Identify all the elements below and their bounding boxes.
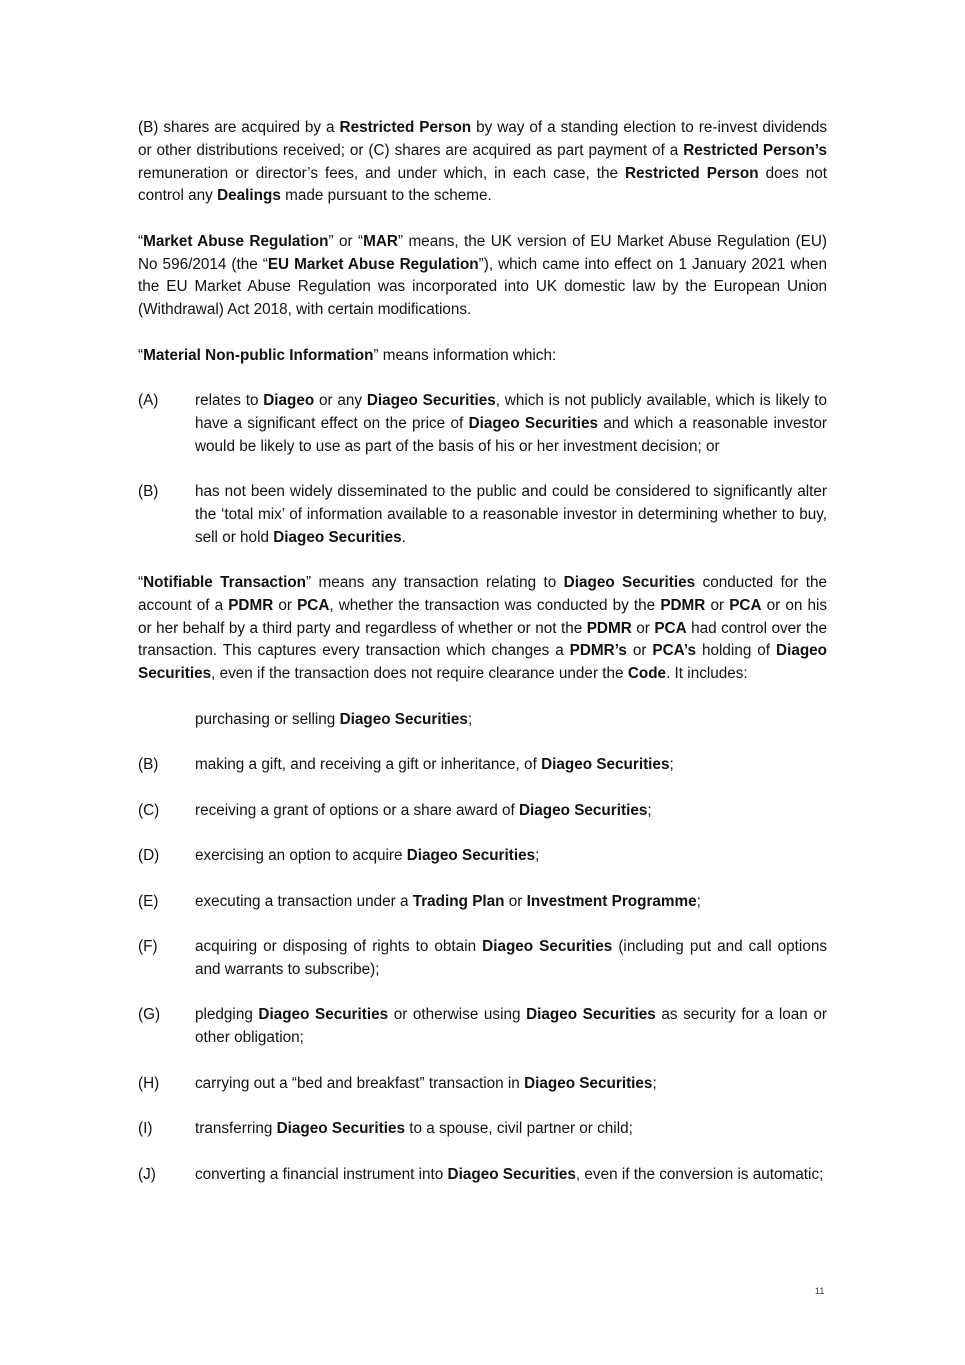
defined-term: Diageo Securities: [524, 1074, 653, 1092]
text-run: ;: [647, 801, 652, 819]
text-run: making a gift, and receiving a gift or inheritance, of: [195, 756, 542, 773]
text-run: (including put and call options and warrants to subscribe);: [195, 938, 827, 978]
list-item-text: [195, 1164, 827, 1187]
text-run: or: [273, 596, 298, 614]
list-item-label: (C): [138, 801, 160, 819]
text-run: remuneration or director’s fees, and under which, in each case, the: [138, 164, 625, 182]
list-item-text: [195, 390, 827, 458]
defined-term: Code: [627, 665, 667, 682]
page-number: 11: [815, 1286, 825, 1296]
paragraph: [138, 231, 827, 322]
paragraph: [138, 572, 827, 686]
list-item-label: (E): [138, 892, 159, 910]
text-run: ;: [652, 1074, 657, 1092]
text-run: had control over the transaction. This captures every transaction which changes a: [138, 619, 827, 660]
text-run: acquiring or disposing of rights to obtain: [195, 938, 483, 955]
document-body: [138, 117, 827, 1209]
defined-term: PCA: [654, 619, 687, 637]
text-run: converting a financial instrument into: [195, 1165, 448, 1183]
list-item: [138, 390, 827, 458]
text-run: transferring: [195, 1120, 277, 1137]
defined-term: Diageo Securities: [273, 528, 402, 546]
defined-term: PDMR: [228, 596, 274, 614]
text-run: carrying out a “bed and breakfast” transaction in: [195, 1074, 525, 1092]
list-item-label: (A): [138, 392, 159, 409]
text-run: , even if the transaction does not require clearance under the: [211, 665, 628, 682]
defined-term: Diageo Securities: [339, 710, 468, 728]
list-item-label: (B): [138, 756, 159, 773]
list-item-text: [195, 754, 827, 777]
list-item-text: [195, 1004, 827, 1050]
list-item-label: (F): [138, 938, 158, 955]
text-run: or: [626, 642, 653, 660]
text-run: conducted for the account of a: [138, 574, 827, 614]
defined-term: PCA’s: [652, 642, 697, 660]
defined-term: EU Market Abuse Regulation: [267, 255, 479, 273]
text-run: ” means, the UK version of EU Market Abuse Regulation (EU) No 596/2014 (the “: [138, 232, 828, 273]
text-run: as security for a loan or other obligation;: [195, 1006, 827, 1046]
text-run: relates to: [195, 392, 264, 409]
list-item-label: (D): [138, 847, 160, 864]
text-run: ” or “: [328, 232, 364, 250]
defined-term: Diageo Securities: [447, 1165, 576, 1183]
list-item-text: [195, 936, 827, 982]
list-item-label: [138, 709, 195, 732]
list-item-label: (B): [138, 483, 159, 500]
text-run: “: [138, 346, 144, 364]
text-run: ”), which came into effect on 1 January 2021 when the EU Market Abuse Regulation was incorporated into UK domestic law by the European Union (Withdrawal) Act 2018, with certain modifications.: [138, 255, 827, 318]
defined-term: Diageo Securities: [468, 414, 599, 432]
text-run: executing a transaction under a: [195, 892, 413, 910]
defined-term: PDMR’s: [569, 642, 627, 660]
defined-term: Restricted Person: [624, 164, 759, 182]
list-item-text: [195, 845, 827, 868]
text-run: does not control any: [138, 164, 828, 205]
text-run: .: [401, 528, 406, 546]
list-item-text: [195, 1073, 827, 1096]
defined-term: Diageo Securities: [138, 642, 828, 682]
text-run: holding of: [696, 642, 777, 660]
defined-term: MAR: [363, 232, 398, 250]
list-item-text: [195, 481, 827, 549]
text-run: , whether the transaction was conducted by the: [329, 596, 661, 614]
text-run: ” means information which:: [373, 346, 557, 364]
text-run: pledging: [195, 1006, 259, 1024]
text-run: or on his or her behalf by a third party and regardless of whether or not the: [138, 596, 828, 637]
list-item-label: (H): [138, 1074, 160, 1092]
text-run: purchasing or selling: [195, 710, 340, 728]
list-item-text: [195, 800, 827, 823]
defined-term: Diageo Securities: [276, 1120, 405, 1137]
list-item: [138, 936, 827, 982]
list-item: [138, 709, 827, 732]
defined-term: Diageo Securities: [541, 756, 670, 773]
defined-term: Diageo Securities: [482, 938, 613, 955]
text-run: “: [138, 232, 144, 250]
defined-term: Diageo Securities: [406, 847, 536, 864]
defined-term: Notifiable Transaction: [143, 574, 307, 591]
text-run: , which is not publicly available, which is likely to have a significant effect on the price of: [195, 392, 827, 432]
defined-term: Trading Plan: [412, 892, 505, 910]
text-run: exercising an option to acquire: [195, 847, 407, 864]
list-item: [138, 1004, 827, 1050]
text-run: ” means any transaction relating to: [306, 574, 564, 591]
list-item: [138, 1073, 827, 1096]
text-run: ;: [669, 756, 674, 773]
text-run: has not been widely disseminated to the public and could be considered to significantly alter the ‘total mix’ of information available to a reasonable investor in determining whether to buy, sell or hold: [195, 483, 827, 546]
defined-term: PCA: [297, 596, 330, 614]
list-item: [138, 481, 827, 549]
defined-term: Investment Programme: [526, 892, 697, 910]
defined-term: Dealings: [217, 187, 281, 205]
defined-term: PDMR: [586, 619, 632, 637]
paragraph: [138, 345, 827, 368]
list-item: [138, 1118, 827, 1141]
list-item: [138, 1164, 827, 1187]
text-run: or: [705, 596, 730, 614]
text-run: made pursuant to the scheme.: [280, 187, 492, 205]
list-item: [138, 845, 827, 868]
text-run: . It includes:: [666, 665, 748, 682]
text-run: to a spouse, civil partner or child;: [405, 1120, 633, 1137]
defined-term: Diageo: [263, 392, 315, 409]
text-run: ;: [467, 710, 473, 728]
paragraph: [138, 117, 827, 208]
list-item-text: [195, 891, 827, 914]
text-run: or: [631, 619, 655, 637]
text-run: ;: [535, 847, 540, 864]
list-item-label: (G): [138, 1006, 161, 1024]
defined-term: Diageo Securities: [518, 801, 648, 819]
text-run: receiving a grant of options or a share award of: [195, 801, 519, 819]
list-item-label: (J): [138, 1165, 156, 1183]
list-item: [138, 754, 827, 777]
defined-term: Restricted Person: [339, 119, 472, 136]
text-run: , even if the conversion is automatic;: [575, 1165, 824, 1183]
defined-term: Diageo Securities: [258, 1006, 389, 1024]
text-run: (B) shares are acquired by a: [138, 119, 340, 136]
defined-term: Diageo Securities: [366, 392, 496, 409]
text-run: ;: [696, 892, 701, 910]
list-item-label: (I): [138, 1120, 153, 1137]
text-run: or any: [314, 392, 367, 409]
text-run: or otherwise using: [388, 1006, 527, 1024]
text-run: “: [138, 574, 144, 591]
list-item-text: [195, 709, 827, 732]
list-item: [138, 891, 827, 914]
list-item-text: [195, 1118, 827, 1141]
text-run: and which a reasonable investor would be likely to use as part of the basis of his or her investment decision; or: [195, 414, 828, 455]
defined-term: Market Abuse Regulation: [143, 232, 329, 250]
list-item: [138, 800, 827, 823]
defined-term: Material Non-public Information: [143, 346, 374, 364]
text-run: by way of a standing election to re-invest dividends or other distributions received; or (C) shares are acquired as part payment of a: [138, 119, 828, 159]
defined-term: Diageo Securities: [526, 1006, 656, 1024]
defined-term: PDMR: [660, 596, 706, 614]
defined-term: Diageo Securities: [563, 574, 696, 591]
defined-term: PCA: [729, 596, 762, 614]
text-run: or: [504, 892, 527, 910]
defined-term: Restricted Person’s: [683, 141, 827, 159]
